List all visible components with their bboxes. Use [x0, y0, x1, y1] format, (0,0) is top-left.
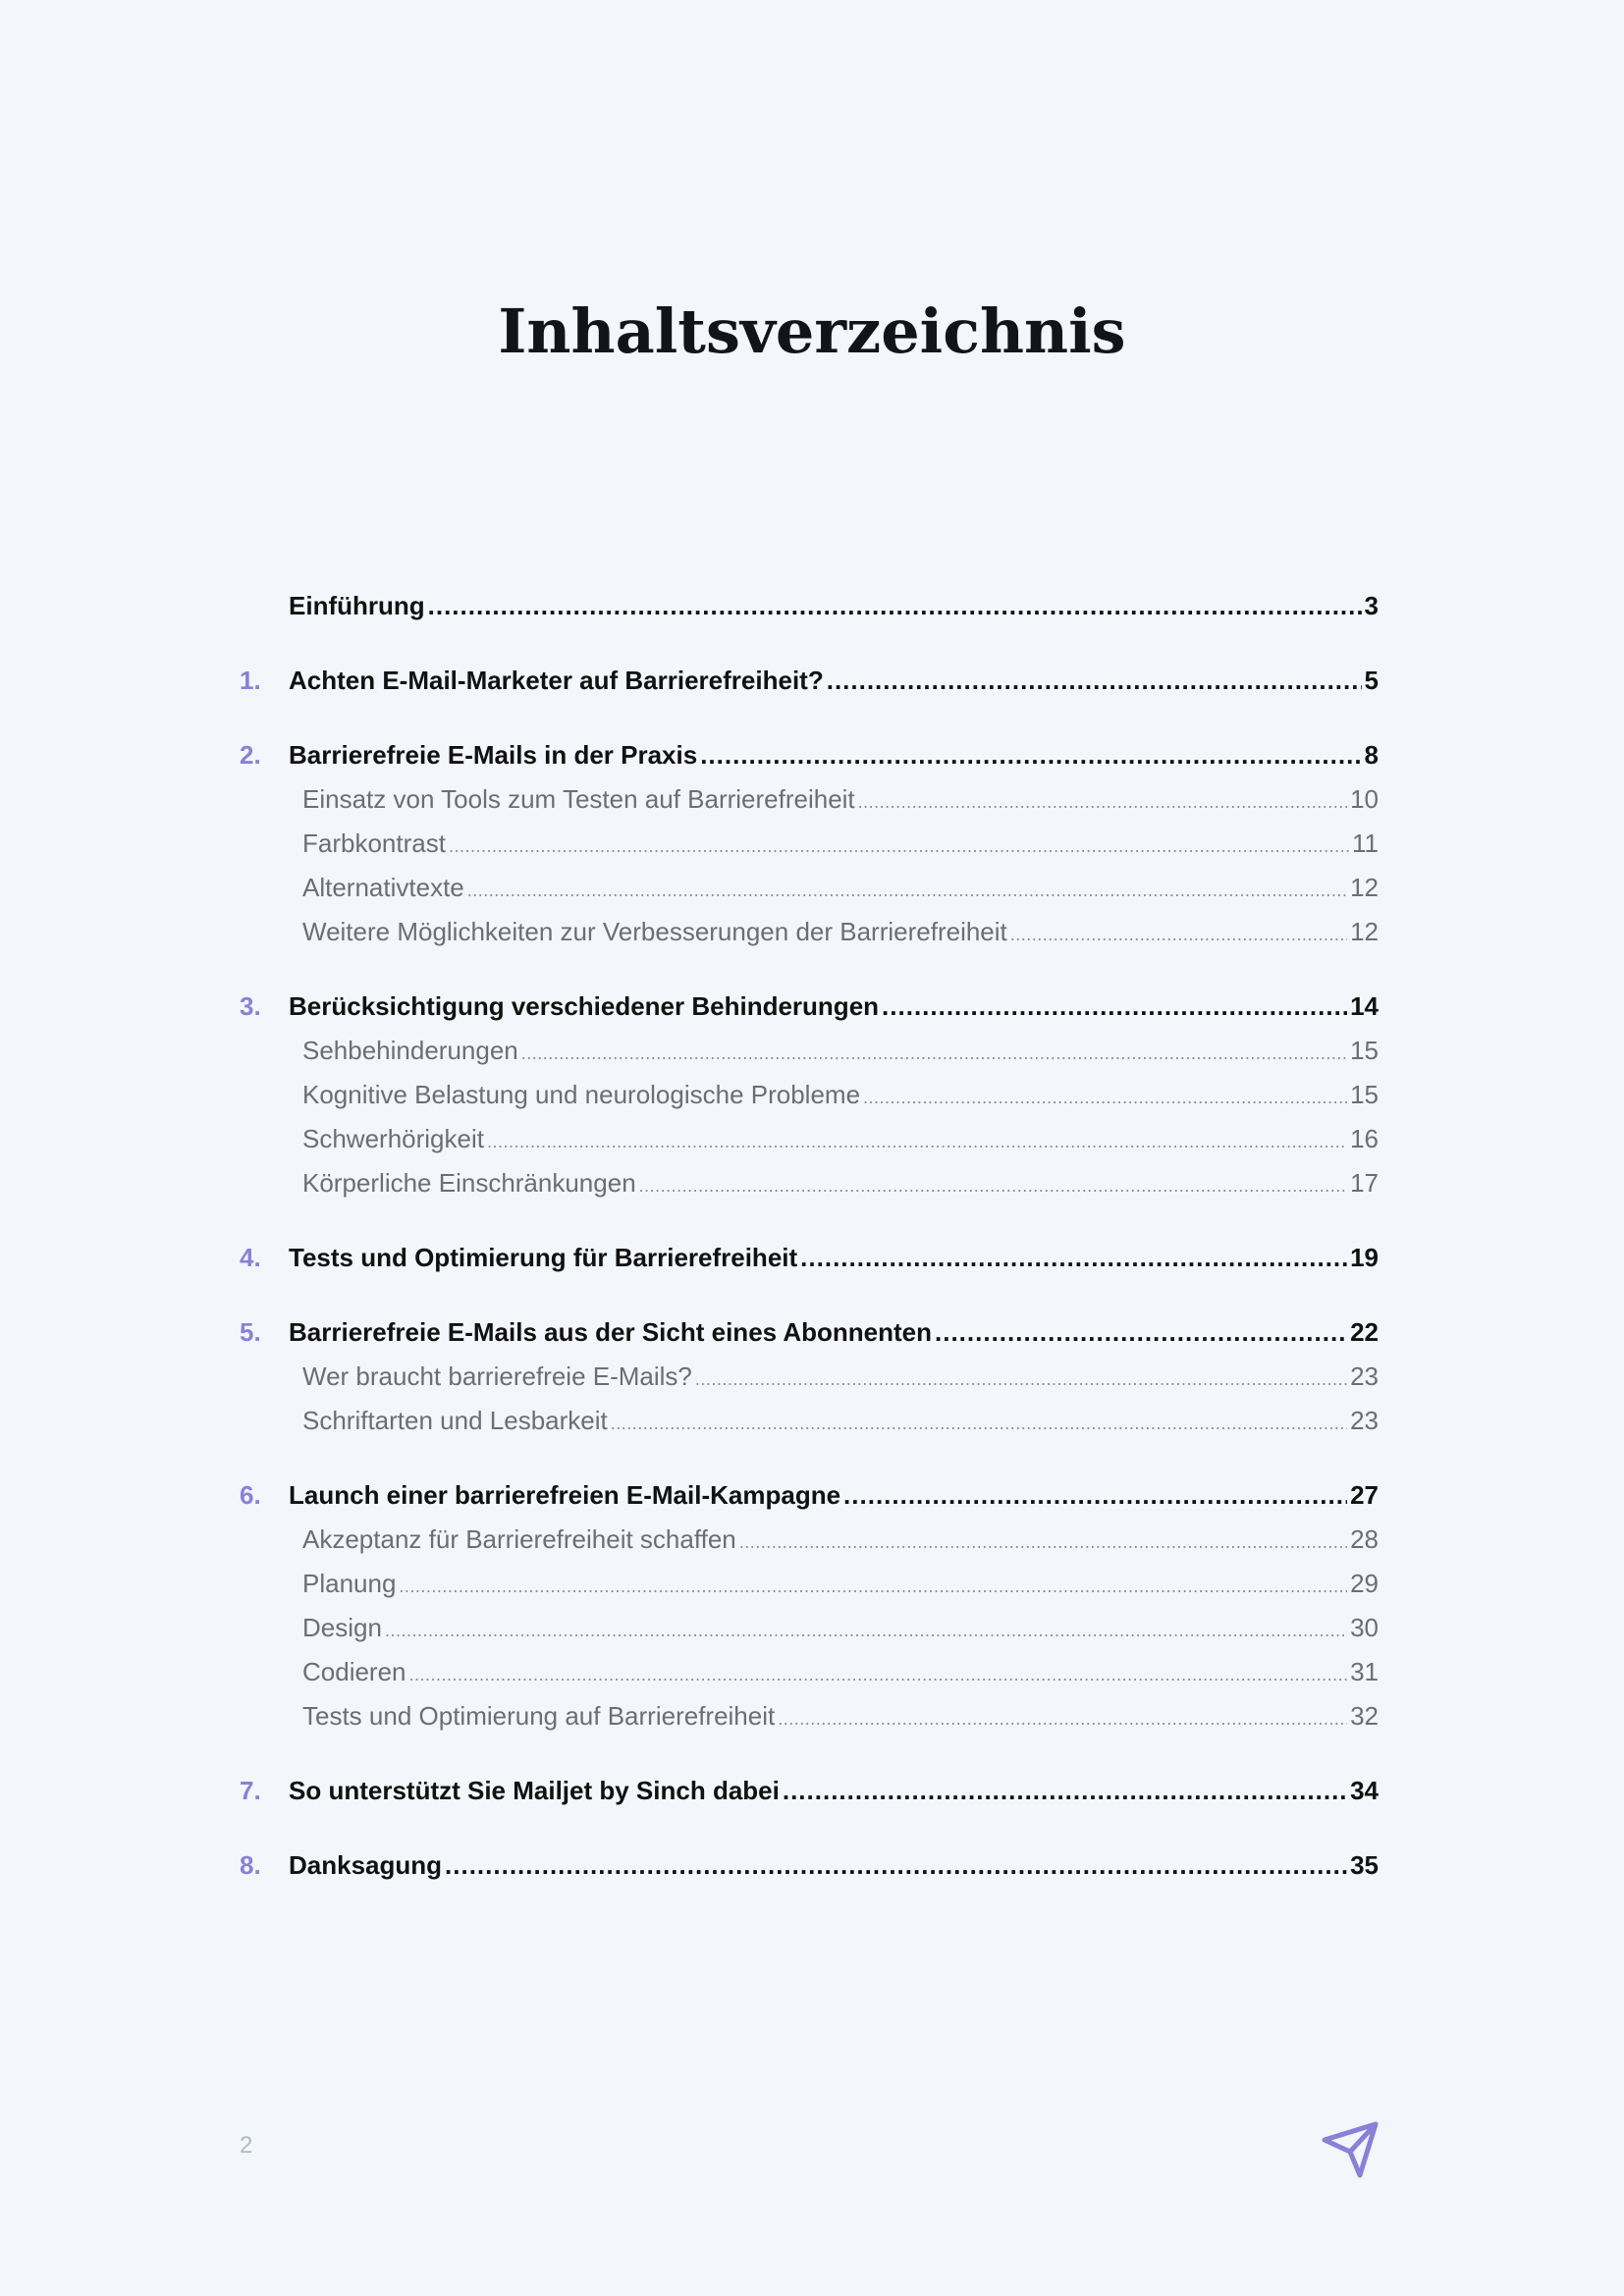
toc-subentry[interactable] [240, 1606, 1379, 1650]
toc-subentry-page: 15 [1350, 1036, 1379, 1065]
toc-subentry-page: 32 [1350, 1701, 1379, 1731]
dot-leader [445, 1843, 1347, 1888]
toc-subentry-page: 10 [1350, 784, 1379, 814]
toc-subentry-page: 12 [1350, 873, 1379, 902]
toc-entry-number: 6. [240, 1480, 261, 1510]
dot-leader [695, 1358, 1347, 1402]
toc-subentry-page: 17 [1350, 1168, 1379, 1198]
toc-section [240, 584, 1379, 628]
toc-entry-label: Danksagung [289, 1850, 443, 1880]
toc-entry[interactable] [240, 1473, 1379, 1518]
toc-section [240, 985, 1379, 1205]
toc-entry[interactable] [240, 985, 1379, 1029]
dot-leader [487, 1120, 1347, 1164]
toc-subentry[interactable] [240, 822, 1379, 866]
toc-entry-label: Barrierefreie E-Mails aus der Sicht eines Abonnenten [289, 1317, 933, 1347]
toc-subentry[interactable] [240, 910, 1379, 954]
dot-leader [783, 1769, 1347, 1813]
toc-entry-number: 8. [240, 1850, 261, 1880]
toc-entry[interactable] [240, 659, 1379, 703]
toc-entry-label: Launch einer barrierefreien E-Mail-Kampagne [289, 1480, 841, 1510]
toc-section [240, 1769, 1379, 1813]
toc-subentry-page: 11 [1352, 828, 1379, 858]
dot-leader [739, 1521, 1347, 1565]
toc-subentry-page: 12 [1350, 917, 1379, 946]
dot-leader [399, 1565, 1347, 1609]
dot-leader [449, 825, 1349, 869]
toc-subentry-page: 23 [1350, 1406, 1379, 1435]
toc-entry-label: So unterstützt Sie Mailjet by Sinch dabei [289, 1776, 780, 1805]
dot-leader [611, 1402, 1347, 1446]
toc-subentry-label: Wer braucht barrierefreie E-Mails? [302, 1362, 692, 1391]
dot-leader [467, 869, 1347, 913]
toc-section [240, 659, 1379, 703]
toc-subentry[interactable] [240, 1355, 1379, 1399]
toc-entry[interactable] [240, 1310, 1379, 1355]
dot-leader [800, 1236, 1347, 1280]
toc-subentry-page: 15 [1350, 1080, 1379, 1109]
dot-leader [521, 1032, 1347, 1076]
toc-section [240, 1473, 1379, 1738]
toc-subentry-label: Weitere Möglichkeiten zur Verbesserungen der Barrierefreiheit [302, 917, 1007, 946]
dot-leader [935, 1310, 1347, 1355]
toc-entry-page: 3 [1364, 591, 1379, 620]
toc-entry-page: 35 [1350, 1850, 1379, 1880]
dot-leader [700, 733, 1361, 777]
toc-section [240, 1843, 1379, 1888]
toc-subentry[interactable] [240, 1073, 1379, 1117]
toc-entry-label: Berücksichtigung verschiedener Behinderungen [289, 991, 880, 1021]
toc-subentry[interactable] [240, 1029, 1379, 1073]
dot-leader [639, 1164, 1347, 1208]
toc-subentry-page: 28 [1350, 1524, 1379, 1554]
page-title: Inhaltsverzeichnis [498, 295, 1126, 367]
toc-subentry[interactable] [240, 1399, 1379, 1443]
dot-leader [778, 1697, 1347, 1741]
toc-subentry[interactable] [240, 1650, 1379, 1694]
toc-section [240, 1310, 1379, 1443]
dot-leader [385, 1609, 1347, 1653]
dot-leader [843, 1473, 1347, 1518]
toc-entry-page: 19 [1350, 1243, 1379, 1272]
toc-entry-page: 8 [1364, 740, 1379, 770]
toc-entry-page: 34 [1350, 1776, 1379, 1805]
toc-section [240, 1236, 1379, 1280]
toc-subentry-label: Schriftarten und Lesbarkeit [302, 1406, 608, 1435]
toc-subentry[interactable] [240, 777, 1379, 822]
toc-entry-number: 3. [240, 991, 261, 1021]
dot-leader [858, 780, 1347, 825]
toc-subentry-label: Codieren [302, 1657, 406, 1686]
toc-entry-label: Tests und Optimierung für Barrierefreiheit [289, 1243, 798, 1272]
toc-subentry[interactable] [240, 1518, 1379, 1562]
toc-subentry-label: Farbkontrast [302, 828, 446, 858]
toc-entry-label: Achten E-Mail-Marketer auf Barrierefreiheit? [289, 666, 824, 695]
toc-entry[interactable] [240, 733, 1379, 777]
dot-leader [409, 1653, 1348, 1697]
toc-subentry-label: Einsatz von Tools zum Testen auf Barrierefreiheit [302, 784, 855, 814]
toc-entry[interactable] [240, 1843, 1379, 1888]
toc-entry-label: Barrierefreie E-Mails in der Praxis [289, 740, 698, 770]
toc-subentry-label: Schwerhörigkeit [302, 1124, 484, 1153]
toc-subentry[interactable] [240, 1562, 1379, 1606]
toc-section [240, 733, 1379, 954]
toc-subentry-label: Design [302, 1613, 382, 1642]
toc-entry-page: 27 [1350, 1480, 1379, 1510]
toc-entry-number: 2. [240, 740, 261, 770]
toc-entry[interactable] [240, 1236, 1379, 1280]
toc-subentry-page: 16 [1350, 1124, 1379, 1153]
toc-subentry[interactable] [240, 1161, 1379, 1205]
dot-leader [882, 985, 1347, 1029]
page-number: 2 [240, 2132, 253, 2159]
toc-entry-page: 5 [1364, 666, 1379, 695]
toc-entry[interactable] [240, 1769, 1379, 1813]
paper-plane-icon [1321, 2120, 1380, 2179]
toc-subentry-label: Planung [302, 1569, 397, 1598]
toc-subentry-label: Tests und Optimierung auf Barrierefreiheit [302, 1701, 776, 1731]
toc-subentry[interactable] [240, 1694, 1379, 1738]
toc-subentry-page: 23 [1350, 1362, 1379, 1391]
toc-entry-label: Einführung [289, 591, 425, 620]
toc-entry-page: 14 [1350, 991, 1379, 1021]
toc-entry-number: 1. [240, 666, 261, 695]
dot-leader [827, 659, 1362, 703]
toc-subentry-label: Kognitive Belastung und neurologische Probleme [302, 1080, 861, 1109]
toc-subentry-label: Sehbehinderungen [302, 1036, 518, 1065]
toc-subentry[interactable] [240, 1117, 1379, 1161]
toc-entry[interactable] [240, 584, 1379, 628]
toc-subentry-page: 29 [1350, 1569, 1379, 1598]
toc-subentry[interactable] [240, 866, 1379, 910]
toc-subentry-label: Körperliche Einschränkungen [302, 1168, 636, 1198]
dot-leader [863, 1076, 1347, 1120]
toc-subentry-label: Akzeptanz für Barrierefreiheit schaffen [302, 1524, 736, 1554]
toc-entry-number: 5. [240, 1317, 261, 1347]
toc-entry-number: 4. [240, 1243, 261, 1272]
toc-subentry-page: 30 [1350, 1613, 1379, 1642]
toc-subentry-page: 31 [1350, 1657, 1379, 1686]
dot-leader [428, 584, 1362, 628]
dot-leader [1010, 913, 1347, 957]
toc-entry-page: 22 [1350, 1317, 1379, 1347]
table-of-contents [240, 584, 1379, 1918]
toc-entry-number: 7. [240, 1776, 261, 1805]
toc-subentry-label: Alternativtexte [302, 873, 464, 902]
